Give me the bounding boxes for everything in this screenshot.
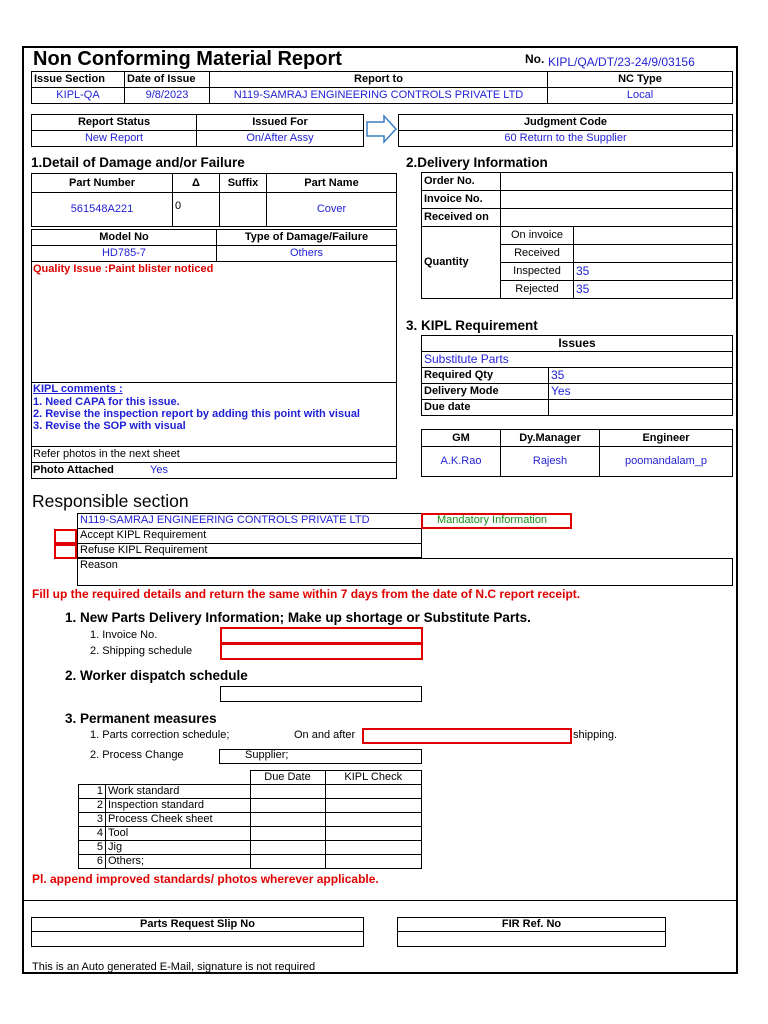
rejected-value: 35: [574, 281, 733, 299]
order-label: Order No.: [422, 173, 501, 191]
issued-for-value: On/After Assy: [197, 131, 364, 147]
responsible-supplier: N119-SAMRAJ ENGINEERING CONTROLS PRIVATE LTD: [80, 514, 370, 526]
model-table: [31, 229, 397, 262]
suffix-value: [220, 193, 267, 227]
measure-kipl-check-cell[interactable]: [325, 827, 422, 841]
date-label: Date of Issue: [125, 72, 210, 88]
damage-title: 1.Detail of Damage and/or Failure: [31, 155, 245, 170]
refer-photos: Refer photos in the next sheet: [33, 448, 180, 460]
measure-due-date-cell[interactable]: [250, 799, 325, 813]
comments-title: KIPL comments :: [33, 383, 123, 395]
worker-dispatch-input[interactable]: [220, 686, 422, 702]
report-no-value: KIPL/QA/DT/23-24/9/03156: [548, 55, 695, 69]
report-to-value: N119-SAMRAJ ENGINEERING CONTROLS PRIVATE LTD: [210, 88, 548, 104]
issued-for-label: Issued For: [197, 115, 364, 131]
on-invoice-value: [574, 227, 733, 245]
gm-label: GM: [422, 430, 501, 447]
fir-input[interactable]: [398, 932, 666, 947]
quality-issue: Quality Issue :Paint blister noticed: [33, 263, 214, 275]
permanent-measures-title: 3. Permanent measures: [65, 711, 217, 726]
quantity-label: Quantity: [422, 227, 501, 299]
measures-table: [78, 770, 422, 869]
measure-kipl-check-cell[interactable]: [325, 785, 422, 799]
rejected-label: Rejected: [501, 281, 574, 299]
report-status-label: Report Status: [32, 115, 197, 131]
measure-kipl-check-cell[interactable]: [325, 813, 422, 827]
reason-label: Reason: [80, 559, 118, 571]
measure-row-label: Process Cheek sheet: [106, 813, 251, 827]
due-date-label: Due date: [422, 400, 549, 416]
measure-row: [79, 855, 422, 869]
measure-due-date-cell[interactable]: [250, 855, 325, 869]
nc-type-label: NC Type: [548, 72, 733, 88]
delivery-table: [421, 172, 733, 299]
accept-label: Accept KIPL Requirement: [80, 529, 207, 541]
requirement-table: [421, 335, 733, 416]
report-no-label: No.: [525, 52, 545, 66]
model-label: Model No: [32, 230, 217, 246]
damage-type-label: Type of Damage/Failure: [217, 230, 397, 246]
inspected-label: Inspected: [501, 263, 574, 281]
required-qty-value: 35: [549, 368, 733, 384]
responsible-title: Responsible section: [32, 491, 189, 511]
new-parts-title: 1. New Parts Delivery Information; Make up shortage or Substitute Parts.: [65, 610, 531, 625]
refuse-label: Refuse KIPL Requirement: [80, 544, 208, 556]
parts-slip-table: [31, 917, 364, 947]
arrow-right-icon: [366, 114, 398, 144]
invoice-no-input[interactable]: [220, 627, 423, 644]
comment-3: 3. Revise the SOP with visual: [33, 420, 186, 432]
received-label: Received: [501, 245, 574, 263]
requirement-title: 3. KIPL Requirement: [406, 318, 538, 333]
engineer-value: poomandalam_p: [600, 447, 733, 477]
invoice-label: Invoice No.: [422, 191, 501, 209]
judgment-label: Judgment Code: [399, 115, 733, 131]
issues-label: Issues: [422, 336, 733, 352]
kipl-check-col: KIPL Check: [325, 771, 422, 785]
issue-section-label: Issue Section: [32, 72, 125, 88]
measure-row-label: Work standard: [106, 785, 251, 799]
measure-row: [79, 799, 422, 813]
refuse-checkbox[interactable]: [54, 544, 77, 559]
suffix-label: Suffix: [220, 174, 267, 193]
on-and-after-input[interactable]: [362, 728, 572, 744]
report-status-value: New Report: [32, 131, 197, 147]
shipping-schedule-label: 2. Shipping schedule: [90, 645, 193, 657]
received-value: [574, 245, 733, 263]
measure-due-date-cell[interactable]: [250, 813, 325, 827]
page-title: Non Conforming Material Report: [33, 48, 342, 70]
process-change-label: 2. Process Change: [90, 749, 184, 761]
parts-correction-label: 1. Parts correction schedule;: [90, 729, 230, 741]
issue-section-value: KIPL-QA: [32, 88, 125, 104]
judgment-value: 60 Return to the Supplier: [399, 131, 733, 147]
auto-generated-note: This is an Auto generated E-Mail, signature is not required: [32, 961, 316, 973]
delivery-mode-label: Delivery Mode: [422, 384, 549, 400]
status-table: [31, 114, 364, 147]
on-invoice-label: On invoice: [501, 227, 574, 245]
gm-value: A.K.Rao: [422, 447, 501, 477]
measure-kipl-check-cell[interactable]: [325, 799, 422, 813]
accept-checkbox[interactable]: [54, 529, 77, 544]
measure-kipl-check-cell[interactable]: [325, 841, 422, 855]
substitute-parts: Substitute Parts: [422, 352, 733, 368]
engineer-label: Engineer: [600, 430, 733, 447]
part-name-label: Part Name: [267, 174, 397, 193]
top-info-table: [31, 71, 733, 104]
shipping-suffix: shipping.: [573, 729, 618, 741]
model-value: HD785-7: [32, 246, 217, 262]
part-table: [31, 173, 397, 227]
supplier-label: Supplier;: [245, 749, 289, 761]
measure-row-label: Inspection standard: [106, 799, 251, 813]
measure-row-number: 2: [79, 799, 106, 813]
comment-2: 2. Revise the inspection report by adding this point with visual: [33, 408, 360, 420]
measure-due-date-cell[interactable]: [250, 841, 325, 855]
measure-row-number: 4: [79, 827, 106, 841]
measure-row: [79, 813, 422, 827]
dy-manager-label: Dy.Manager: [501, 430, 600, 447]
shipping-schedule-input[interactable]: [220, 643, 423, 660]
measure-row-number: 6: [79, 855, 106, 869]
parts-slip-label: Parts Request Slip No: [32, 918, 364, 932]
measure-row-number: 3: [79, 813, 106, 827]
nc-type-value: Local: [548, 88, 733, 104]
part-number-value: 561548A221: [32, 193, 173, 227]
part-name-value: Cover: [267, 193, 397, 227]
parts-slip-input[interactable]: [32, 932, 364, 947]
measure-due-date-cell[interactable]: [250, 827, 325, 841]
measure-row-number: 5: [79, 841, 106, 855]
on-and-after-label: On and after: [294, 729, 356, 741]
measure-row: [79, 827, 422, 841]
approvals-table: [421, 429, 733, 477]
invoice-no-label: 1. Invoice No.: [90, 629, 158, 641]
photo-attached-value: Yes: [150, 464, 168, 476]
measure-row-label: Jig: [106, 841, 251, 855]
measure-kipl-check-cell[interactable]: [325, 855, 422, 869]
part-number-label: Part Number: [32, 174, 173, 193]
report-to-label: Report to: [210, 72, 548, 88]
due-date-value: [549, 400, 733, 416]
return-instruction: Fill up the required details and return the same within 7 days from the date of N.C report receipt.: [32, 587, 581, 601]
delivery-title: 2.Delivery Information: [406, 155, 548, 170]
inspected-value: 35: [574, 263, 733, 281]
measure-row: [79, 841, 422, 855]
append-note: Pl. append improved standards/ photos wherever applicable.: [32, 872, 379, 886]
photo-attached-label: Photo Attached: [33, 464, 114, 476]
delta-label: Δ: [173, 174, 220, 193]
measure-row-label: Others;: [106, 855, 251, 869]
measure-row: [79, 785, 422, 799]
measure-due-date-cell[interactable]: [250, 785, 325, 799]
comment-1: 1. Need CAPA for this issue.: [33, 396, 180, 408]
fir-label: FIR Ref. No: [398, 918, 666, 932]
worker-dispatch-title: 2. Worker dispatch schedule: [65, 668, 248, 683]
received-on-label: Received on: [422, 209, 501, 227]
fir-table: [397, 917, 666, 947]
due-date-col: Due Date: [250, 771, 325, 785]
delta-value: 0: [173, 193, 220, 227]
required-qty-label: Required Qty: [422, 368, 549, 384]
damage-type-value: Others: [217, 246, 397, 262]
date-value: 9/8/2023: [125, 88, 210, 104]
measure-row-number: 1: [79, 785, 106, 799]
mandatory-info: Mandatory Information: [437, 514, 548, 526]
delivery-mode-value: Yes: [549, 384, 733, 400]
dy-manager-value: Rajesh: [501, 447, 600, 477]
judgment-table: [398, 114, 733, 147]
measure-row-label: Tool: [106, 827, 251, 841]
reason-field[interactable]: [77, 558, 733, 586]
